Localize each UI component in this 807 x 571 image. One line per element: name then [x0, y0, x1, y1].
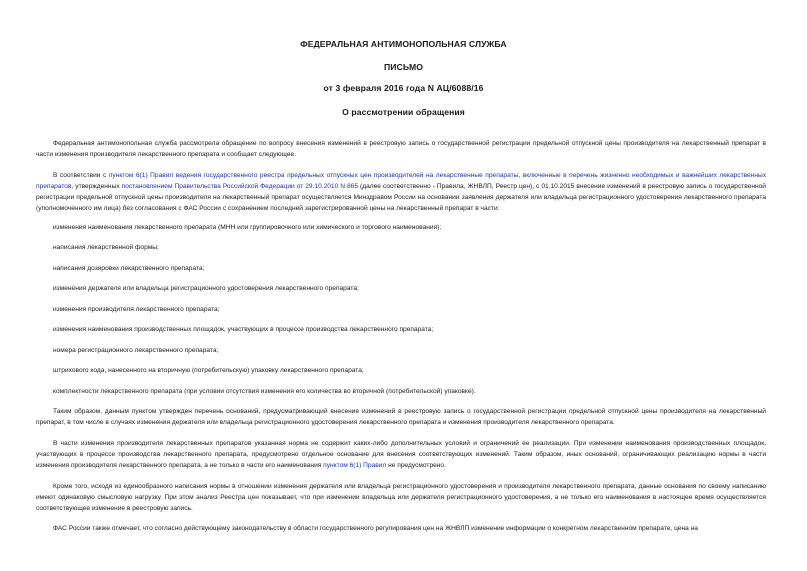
paragraph-producer-change	[36, 438, 766, 471]
doc-type: ПИСЬМО	[384, 62, 423, 72]
list-item: комплектности лекарственного препарата (при условии отсутствия изменения его количества во вторичной (потребительской) упаковке).	[53, 388, 476, 395]
list-item: изменения держателя или владельца регистрационного удостоверения лекарственного препарата;	[53, 285, 359, 292]
list-item: номера регистрационного лекарственного препарата;	[53, 347, 219, 354]
doc-subject: О рассмотрении обращения	[342, 107, 465, 117]
paragraph-text: не предусмотрено.	[386, 462, 446, 469]
list-item: написания лекарственной формы;	[53, 244, 159, 251]
paragraph-text: , утвержденных	[71, 183, 122, 190]
link-rules-point[interactable]: пунктом 6(1) Правил ведения государственного реестра предельных отпускных цен производителей на лекарственные препараты, включенные в перечень жизненно необходимых и важнейших лекарственных препаратов	[36, 172, 767, 190]
paragraph-text: (далее соответственно - Правила, ЖНВЛП, Реестр цен), с 01.10.2015 внесение изменений в реестровую запись о государственной регистрации предельной отпускной цены производителя на лекарственный препарат осуществляется Минздравом России на основании заявления держателя или владельца регистрационного удостоверения лекарственного препарата (уполномоченного им лица) без согласования с ФАС России с сохранением последней зарегистрированной цены на лекарственный препарат в части:	[36, 183, 766, 212]
list-item: изменения наименования производственных площадок, участвующих в процессе производства лекарственного препарата;	[53, 326, 434, 333]
list-item: изменения производителя лекарственного препарата;	[53, 306, 220, 313]
paragraph-conclusion: Таким образом, данным пунктом утвержден перечень оснований, предусматривающий внесение изменений в реестровую запись о государственной регистрации предельной отпускной цены производителя на лекарственный препарат, в том числе в случаях изменения держателя или владельца регистрационного удостоверения лекарственного препарата и изменения производителя лекарственного препарата.	[36, 408, 766, 426]
paragraph-rules	[36, 170, 766, 214]
list-item: написания дозировки лекарственного препарата;	[53, 265, 205, 272]
list-item: штрихового кода, нанесенного на вторичную (потребительскую) упаковку лекарственного препарата;	[53, 367, 364, 374]
paragraph-fas-note: ФАС России также отмечает, что согласно действующему законодательству в области государственного регулирования цен на ЖНВЛП изменение информации о конкретном лекарственном препарате, цена на	[53, 525, 698, 532]
paragraph-text: В соответствии с	[53, 172, 109, 179]
org-title: ФЕДЕРАЛЬНАЯ АНТИМОНОПОЛЬНАЯ СЛУЖБА	[300, 39, 507, 49]
link-government-decree[interactable]: постановлением Правительства Российской Федерации от 29.10.2010 N 865	[121, 183, 359, 190]
link-rules-point-2[interactable]: пунктом 6(1) Правил	[323, 462, 387, 469]
paragraph-text: В части изменения производителя лекарственных препаратов указанная норма не содержит каких-либо дополнительных условий и ограничений ее реализации. При изменении наименования производственных площадок, участвующих в процессе производства лекарственного препарата, предусмотрено отдельное основание для внесения соответствующих изменений. Таким образом, иных оснований, ограничивающих реализацию нормы в части изменения производителя лекарственного препарата, а не только в части его наименования	[36, 440, 766, 469]
list-item: изменения наименования лекарственного препарата (МНН или группировочного или химического и торгового наименования);	[53, 224, 442, 231]
paragraph-uniform-wording: Кроме того, исходя из единообразного написания нормы в отношении изменения держателя или владельца регистрационного удостоверения и производителя лекарственного препарата, данные основания по своему написанию имеют одинаковую смысловую нагрузку. При этом анализ Реестра цен показывает, что при изменении владельца или держателя регистрационного удостоверения, а не только его наименования в настоящее время осуществляется соответствующее изменение в реестровую запись.	[36, 483, 766, 512]
paragraph-intro: Федеральная антимонопольная служба рассмотрела обращение по вопросу внесения изменений в реестровую запись о государственной регистрации предельной отпускной цены производителя на лекарственный препарат в части изменения производителя лекарственного препарата и сообщает следующее.	[36, 140, 766, 158]
doc-number: от 3 февраля 2016 года N АЦ/6088/16	[323, 83, 484, 93]
